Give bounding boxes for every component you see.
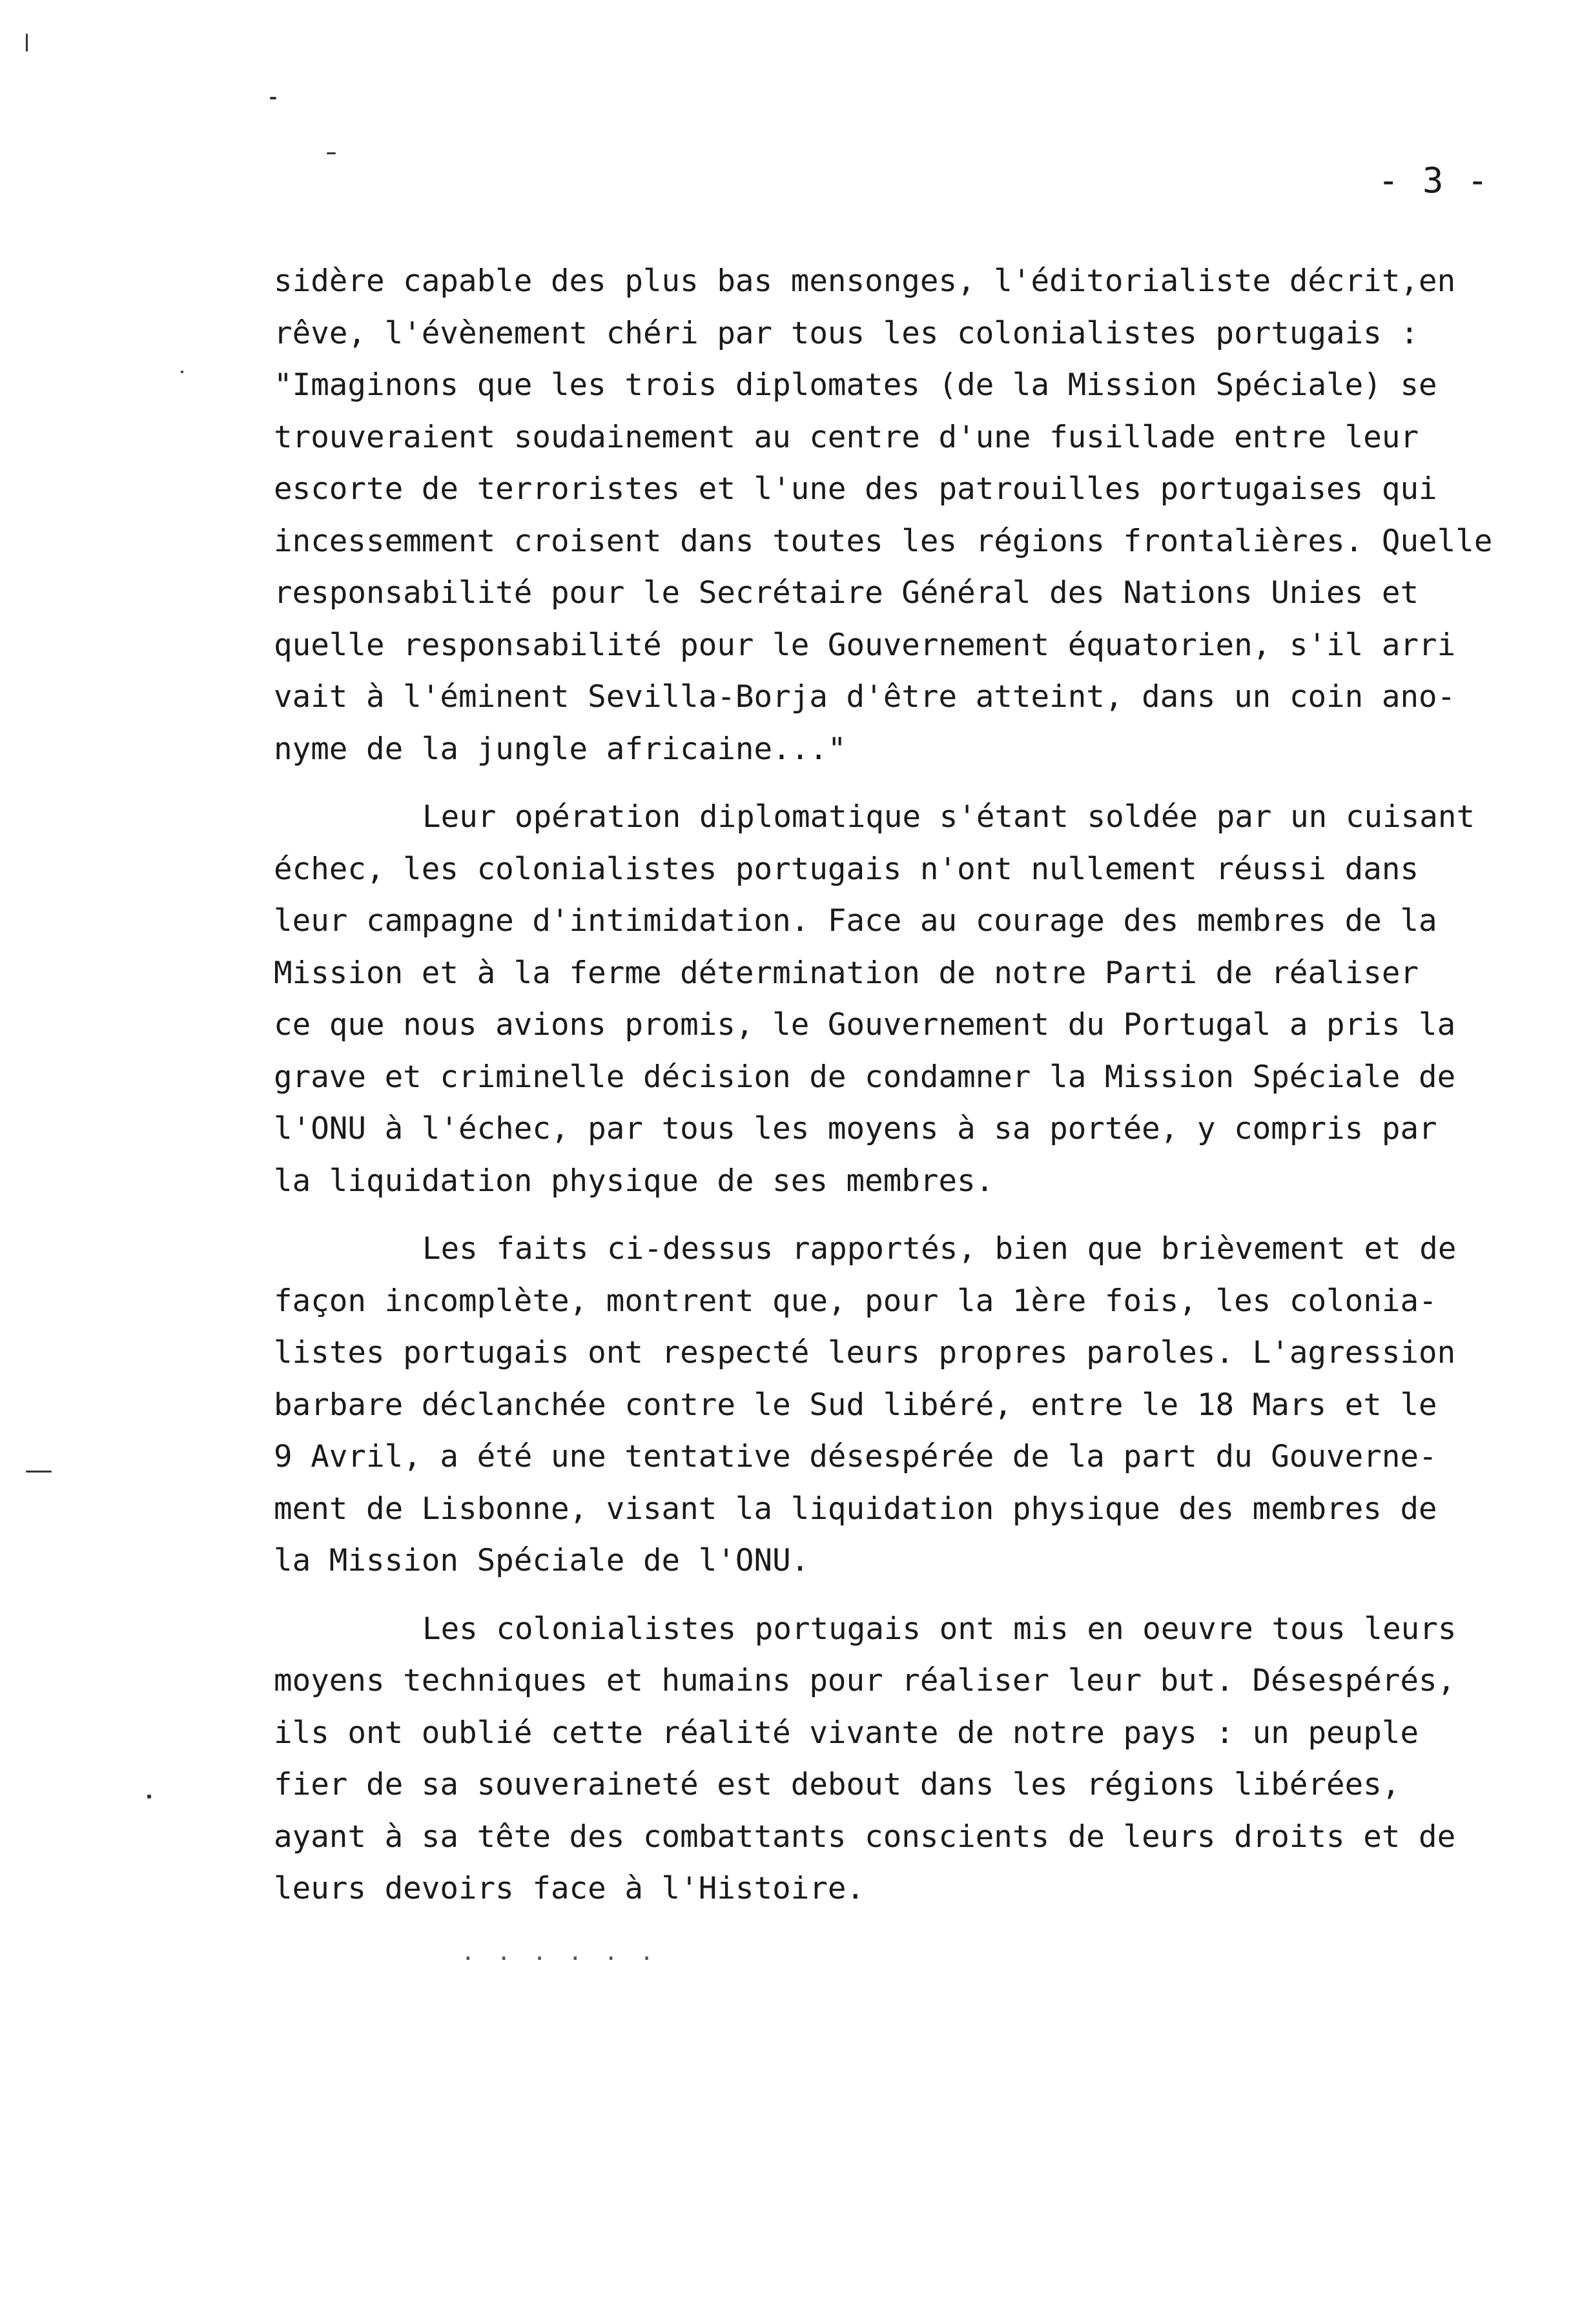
text-line: leur campagne d'intimidation. Face au courage des membres de la <box>274 903 1437 939</box>
text-line: l'ONU à l'échec, par tous les moyens à sa portée, y compris par <box>274 1111 1437 1147</box>
paragraph <box>274 1604 1539 1915</box>
text-line: fier de sa souveraineté est debout dans les régions libérées, <box>274 1767 1401 1802</box>
text-line: la Mission Spéciale de l'ONU. <box>274 1543 810 1578</box>
text-line: ayant à sa tête des combattants conscients de leurs droits et de <box>274 1819 1456 1855</box>
scan-speck <box>147 1795 151 1799</box>
text-line: escorte de terroristes et l'une des patrouilles portugaises qui <box>274 471 1437 507</box>
scan-speck <box>327 152 336 154</box>
scan-speck <box>26 1471 52 1473</box>
text-line: barbare déclanchée contre le Sud libéré, entre le 18 Mars et le <box>274 1387 1437 1423</box>
scan-speck <box>181 371 183 373</box>
closing-dots: . . . . . . <box>461 1939 658 1966</box>
text-line: leurs devoirs face à l'Histoire. <box>274 1871 865 1906</box>
text-line: Les faits ci-dessus rapportés, bien que brièvement et de <box>422 1231 1457 1267</box>
text-line: moyens techniques et humains pour réaliser leur but. Désespérés, <box>274 1663 1456 1698</box>
scan-speck <box>270 97 276 99</box>
text-line: quelle responsabilité pour le Gouvernement équatorien, s'il arri <box>274 627 1456 663</box>
text-line: Mission et à la ferme détermination de notre Parti de réaliser <box>274 955 1419 991</box>
text-line: nyme de la jungle africaine..." <box>274 731 847 767</box>
text-line: vait à l'éminent Sevilla-Borja d'être atteint, dans un coin ano- <box>274 679 1456 715</box>
paragraph <box>274 256 1539 775</box>
text-line: incessemment croisent dans toutes les régions frontalières. Quelle <box>274 523 1493 559</box>
text-line: ils ont oublié cette réalité vivante de notre pays : un peuple <box>274 1715 1419 1751</box>
text-line: responsabilité pour le Secrétaire Général des Nations Unies et <box>274 575 1419 611</box>
paragraph <box>274 791 1539 1207</box>
scan-speck <box>26 34 28 52</box>
text-line: trouveraient soudainement au centre d'une fusillade entre leur <box>274 419 1419 455</box>
text-line: 9 Avril, a été une tentative désespérée de la part du Gouverne- <box>274 1439 1437 1474</box>
text-line: façon incomplète, montrent que, pour la 1ère fois, les colonia- <box>274 1283 1437 1319</box>
text-line: rêve, l'évènement chéri par tous les colonialistes portugais : <box>274 315 1419 351</box>
text-line: échec, les colonialistes portugais n'ont nullement réussi dans <box>274 851 1419 887</box>
text-line: "Imaginons que les trois diplomates (de la Mission Spéciale) se <box>274 367 1437 403</box>
text-line: Leur opération diplomatique s'étant soldée par un cuisant <box>422 799 1475 835</box>
text-line: Les colonialistes portugais ont mis en oeuvre tous leurs <box>422 1611 1457 1647</box>
document-body <box>274 256 1539 1932</box>
text-line: grave et criminelle décision de condamner la Mission Spéciale de <box>274 1059 1456 1095</box>
paragraph <box>274 1223 1539 1587</box>
page-number: - 3 - <box>1378 160 1490 201</box>
text-line: ment de Lisbonne, visant la liquidation physique des membres de <box>274 1491 1437 1527</box>
text-line: ce que nous avions promis, le Gouvernement du Portugal a pris la <box>274 1007 1456 1043</box>
text-line: la liquidation physique de ses membres. <box>274 1163 994 1199</box>
text-line: listes portugais ont respecté leurs propres paroles. L'agression <box>274 1335 1456 1371</box>
text-line: sidère capable des plus bas mensonges, l'éditorialiste décrit,en <box>274 263 1456 299</box>
